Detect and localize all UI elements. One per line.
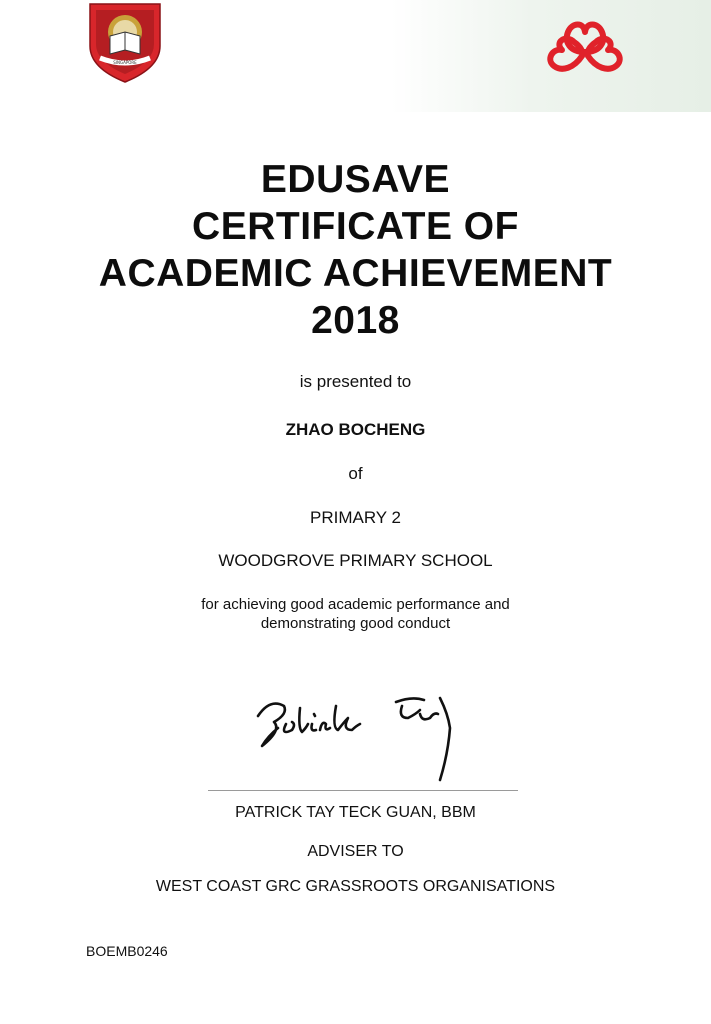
reason-line-2: demonstrating good conduct <box>260 615 451 632</box>
title-line-3: ACADEMIC ACHIEVEMENT <box>98 252 613 295</box>
title-line-1: EDUSAVE <box>260 158 451 201</box>
presented-to-text: is presented to <box>299 372 412 391</box>
of-text: of <box>348 464 363 483</box>
crest-caption: SINGAPORE <box>113 60 137 65</box>
title-year: 2018 <box>311 299 400 342</box>
school-crest-icon <box>86 2 164 84</box>
title-line-2: CERTIFICATE OF <box>192 205 519 248</box>
signatory-name: PATRICK TAY TECK GUAN, BBM <box>235 804 476 821</box>
class-level: PRIMARY 2 <box>309 508 402 527</box>
signatory-role-line-1: ADVISER TO <box>307 843 404 860</box>
reason-line-1: for achieving good academic performance and <box>201 596 510 613</box>
certificate-title <box>0 156 711 344</box>
signatory-role-line-2: WEST COAST GRC GRASSROOTS ORGANISATIONS <box>155 878 556 895</box>
signature-icon <box>252 684 482 786</box>
association-logo-icon <box>544 16 626 92</box>
signature-line <box>208 790 518 791</box>
recipient-name: ZHAO BOCHENG <box>285 420 426 439</box>
school-name: WOODGROVE PRIMARY SCHOOL <box>218 551 493 570</box>
reference-code: BOEMB0246 <box>86 943 168 959</box>
